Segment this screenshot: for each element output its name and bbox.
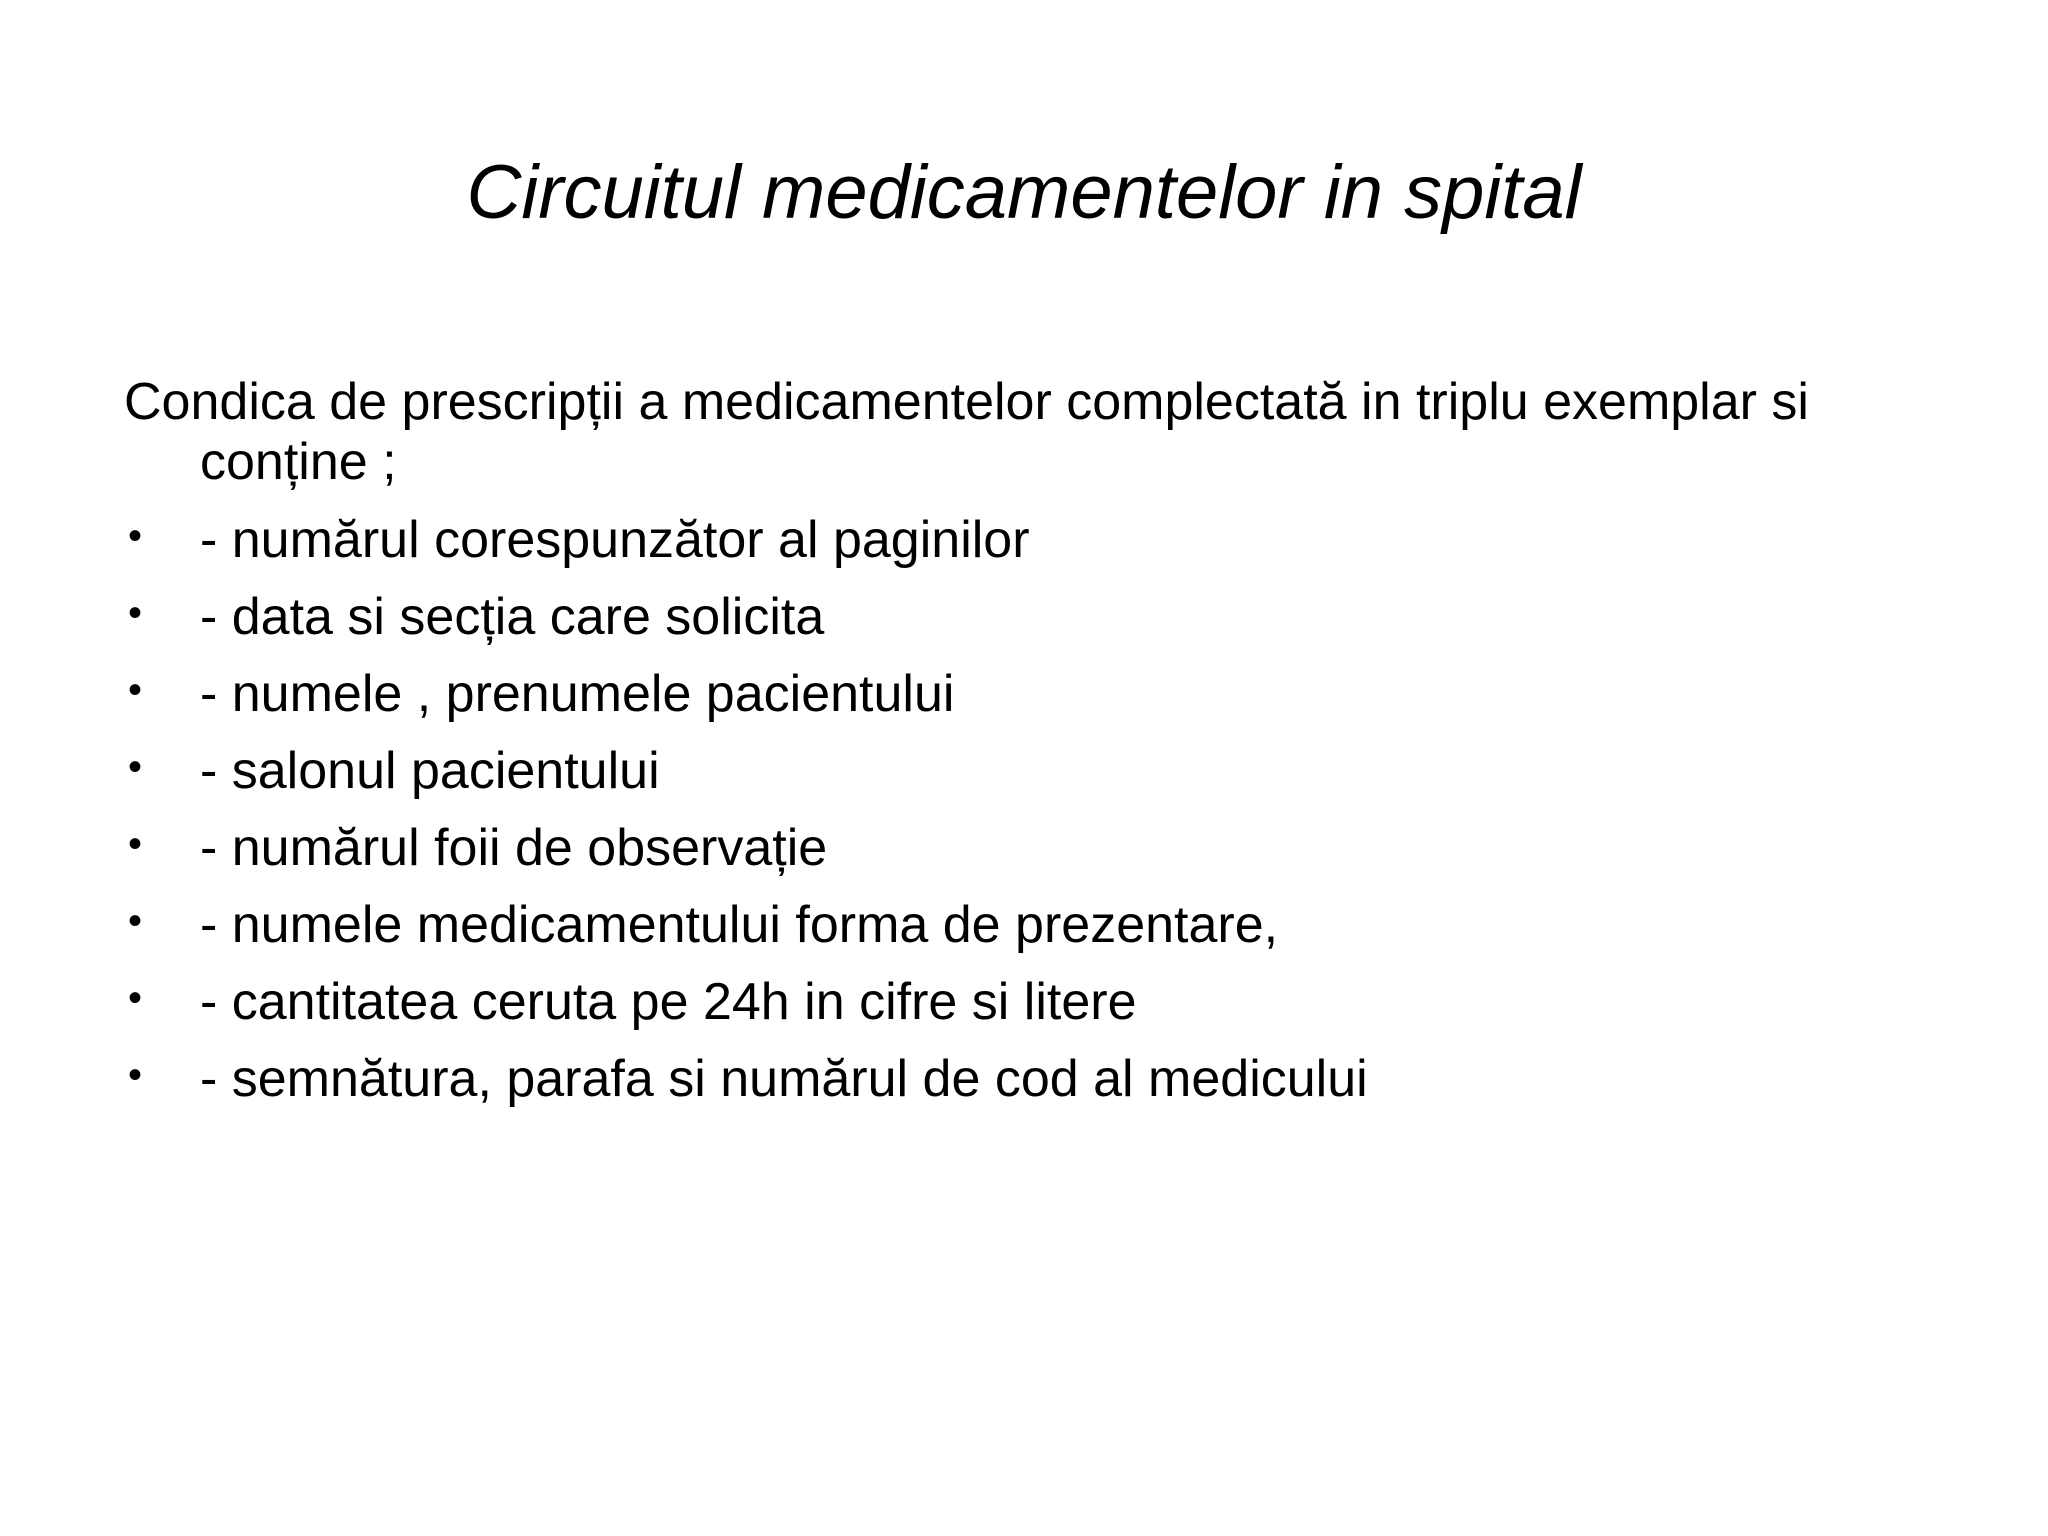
intro-paragraph: Condica de prescripții a medicamentelor complectată in triplu exemplar si conține ;	[124, 373, 1809, 491]
list-item-text: - semnătura, parafa si numărul de cod al medicului	[200, 1050, 1368, 1108]
list-item	[124, 818, 1964, 895]
list-item-text: - numărul foii de observație	[200, 819, 828, 877]
list-item	[124, 895, 1964, 972]
list-item-text: - numele medicamentului forma de prezentare,	[200, 896, 1279, 954]
bullet-icon: •	[128, 899, 143, 943]
list-item	[124, 1049, 1964, 1126]
list-item-text: - data si secția care solicita	[200, 588, 825, 646]
list-item	[124, 664, 1964, 741]
bullet-icon: •	[128, 1053, 143, 1097]
slide-title: Circuitul medicamentelor in spital	[466, 150, 1582, 235]
list-item-text: - numele , prenumele pacientului	[200, 665, 955, 723]
list-item-text: - cantitatea ceruta pe 24h in cifre si litere	[200, 973, 1137, 1031]
list-item-text: - salonul pacientului	[200, 742, 660, 800]
bullet-list	[124, 510, 1964, 1126]
list-item-text: - numărul corespunzător al paginilor	[200, 511, 1030, 569]
list-item	[124, 510, 1964, 587]
slide-body	[124, 372, 1964, 1126]
bullet-icon: •	[128, 976, 143, 1020]
bullet-icon: •	[128, 668, 143, 712]
bullet-icon: •	[128, 822, 143, 866]
bullet-icon: •	[128, 745, 143, 789]
list-item	[124, 972, 1964, 1049]
bullet-icon: •	[128, 514, 143, 558]
bullet-icon: •	[128, 591, 143, 635]
list-item	[124, 587, 1964, 664]
list-item	[124, 741, 1964, 818]
